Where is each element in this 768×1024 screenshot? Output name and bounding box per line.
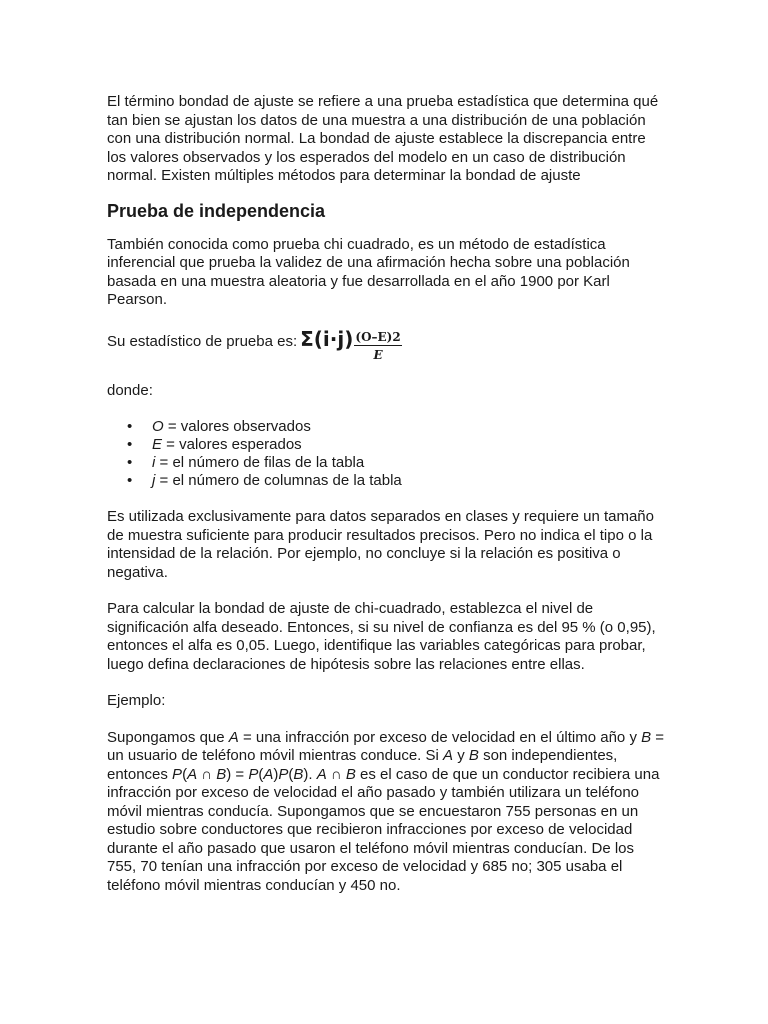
bullet: • — [127, 418, 133, 435]
variable-meaning: = el número de filas de la tabla — [155, 454, 365, 471]
text-run: = una infracción por exceso de velocidad en el último año y — [238, 728, 642, 746]
variable-symbol: P — [278, 765, 289, 783]
intro-paragraph: El término bondad de ajuste se refiere a una prueba estadística que determina qué tan bien se ajustan los datos de una muestra a una distribución de una población con una distribución normal. La bondad de ajuste establece la discrepancia entre los valores observados y los esperados del modelo en un caso de distribución normal. Existen múltiples métodos para determinar la bondad de ajuste — [107, 93, 659, 184]
variable-symbol: B — [293, 765, 304, 783]
bullet: • — [127, 454, 133, 471]
text-run: ∩ — [326, 765, 346, 783]
formula-line — [107, 322, 667, 364]
list-item — [107, 454, 667, 472]
document-page — [107, 93, 667, 895]
calculation-paragraph: Para calcular la bondad de ajuste de chi-cuadrado, establezca el nivel de significación alfa deseado. Entonces, si su nivel de confianza es del 95 % (o 0,95), entonces el alfa es 0,05. Luego, identifique las variables categóricas para probar, luego defina declaraciones de hipótesis sobre las relaciones entre ellas. — [107, 600, 656, 673]
list-item — [107, 418, 667, 436]
example-label: Ejemplo: — [107, 692, 166, 709]
bullet: • — [127, 436, 133, 453]
list-item — [107, 436, 667, 454]
donde-label: donde: — [107, 381, 153, 399]
chi-square-description: También conocida como prueba chi cuadrado, es un método de estadística inferencial que prueba la validez de una afirmación hecha sobre una población basada en una muestra aleatoria y fue desarrollada en el año 1900 por Karl Pearson. — [107, 235, 630, 308]
text-run: ( — [182, 765, 188, 783]
section-heading: Prueba de independencia — [107, 200, 326, 221]
text-run: ) = — [226, 765, 249, 783]
list-item — [107, 472, 667, 490]
formula-fraction — [354, 330, 401, 362]
variable-meaning: = valores observados — [163, 418, 311, 435]
variable-symbol: E — [152, 436, 163, 453]
variable-symbol: A — [263, 765, 274, 783]
formula-numerator: (O–E)2 — [355, 329, 401, 344]
text-run: Supongamos que — [107, 728, 229, 746]
example-paragraph — [107, 729, 667, 896]
chi-square-formula — [300, 327, 402, 362]
usage-paragraph: Es utilizada exclusivamente para datos separados en clases y requiere un tamaño de muestra suficiente para producir resultados precisos. Pero no indica el tipo o la intensidad de la relación. Por ejemplo, no concluye si la relación es positiva o negativa. — [107, 508, 654, 581]
variable-meaning: = valores esperados — [162, 436, 302, 453]
text-run: ( — [258, 765, 264, 783]
variable-symbol: P — [172, 765, 183, 783]
variable-definitions-list — [107, 418, 667, 490]
text-run: y — [453, 747, 469, 764]
variable-symbol: A — [443, 747, 454, 764]
variable-symbol: B — [216, 765, 227, 783]
text-run: ( — [288, 765, 294, 783]
bullet: • — [127, 472, 133, 489]
text-run: = un usuario de teléfono móvil mientras conduce. Si — [107, 728, 665, 764]
variable-symbol: O — [152, 418, 164, 435]
text-run: ) — [273, 765, 279, 783]
text-run: ). — [303, 765, 317, 783]
variable-symbol: B — [345, 765, 356, 783]
variable-meaning: = el número de columnas de la tabla — [155, 472, 402, 489]
variable-symbol: B — [641, 728, 652, 746]
formula-denominator: E — [373, 347, 383, 362]
variable-symbol: B — [468, 747, 479, 764]
text-run: son independientes, entonces — [107, 747, 618, 783]
variable-symbol: A — [316, 765, 327, 783]
formula-sum: Σ(i·j) — [300, 327, 354, 352]
variable-symbol: P — [248, 765, 259, 783]
text-run: ∩ — [197, 765, 217, 783]
text-run: es el caso de que un conductor recibiera una infracción por exceso de velocidad el año pasado y también utilizara un teléfono móvil mientras conducía. Supongamos que se encuestaron 755 personas en un estudio sobre conductores que recibieron infracciones por exceso de velocidad durante el año pasado que usaron el teléfono móvil mientras conducían. De los 755, 70 tenían una infracción por exceso de velocidad y 685 no; 305 usaba el teléfono móvil mientras conducían y 450 no. — [107, 765, 660, 894]
variable-symbol: A — [228, 728, 239, 746]
variable-symbol: i — [152, 454, 156, 471]
formula-lead-text: Su estadístico de prueba es: — [107, 333, 298, 351]
variable-symbol: A — [187, 765, 198, 783]
variable-symbol: j — [152, 472, 156, 489]
